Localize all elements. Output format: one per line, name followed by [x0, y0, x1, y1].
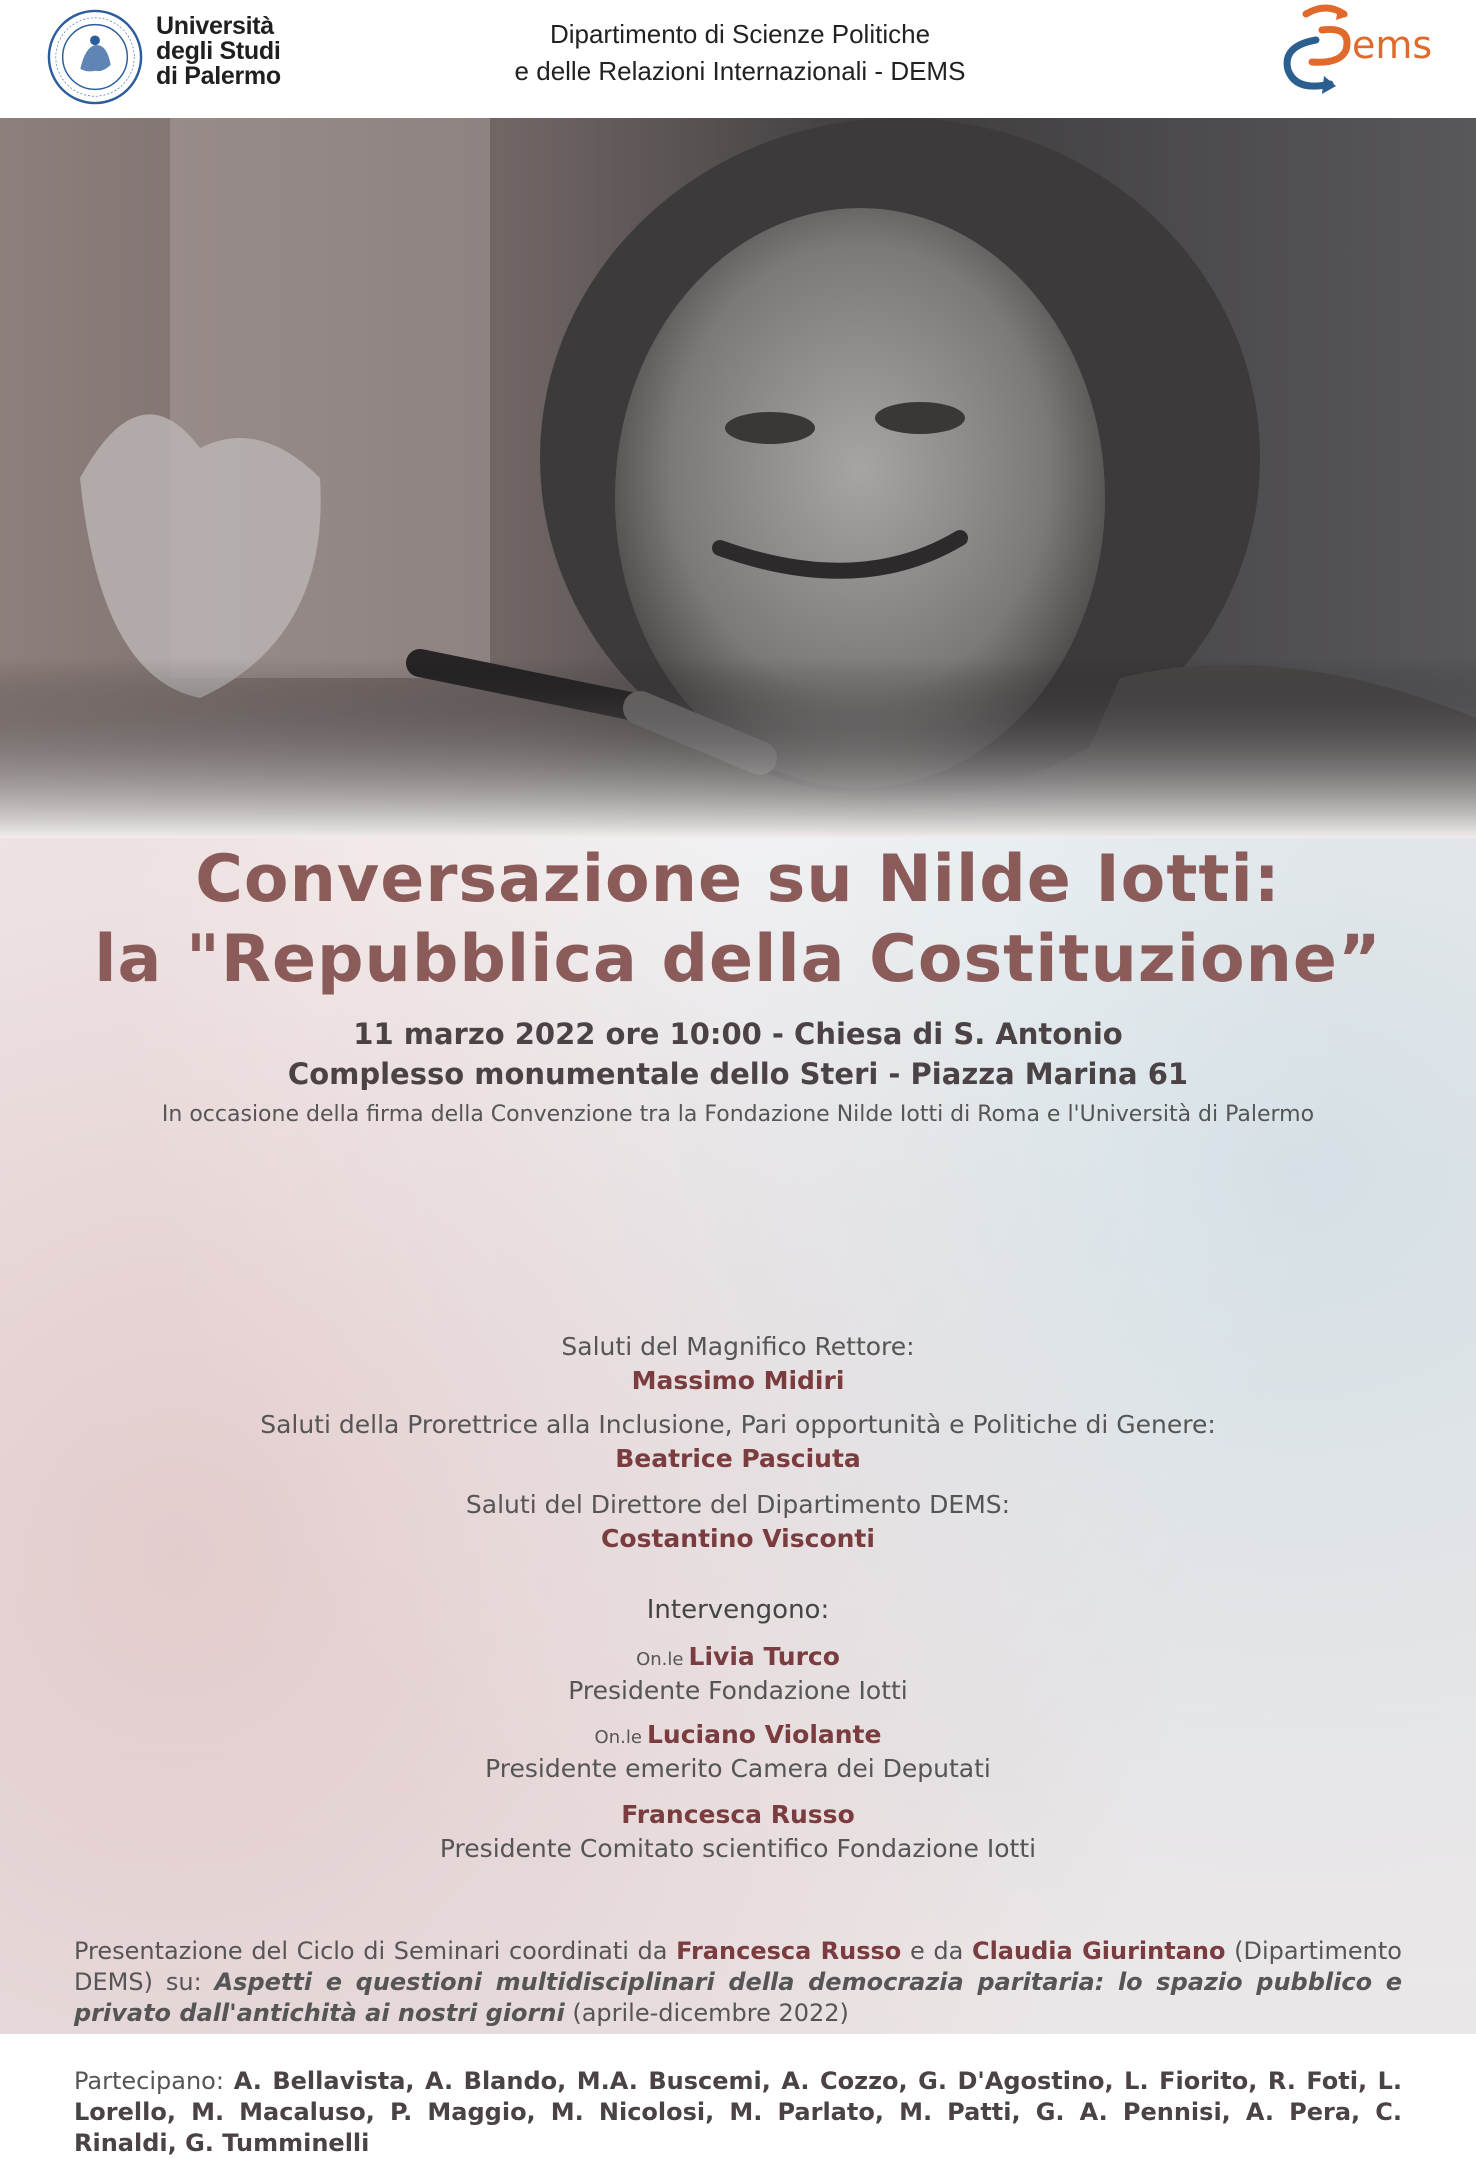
university-seal-logo — [46, 8, 144, 106]
presentation-conjunction: e da — [909, 1937, 964, 1965]
speaker-luciano-violante — [0, 1718, 1476, 1786]
speaker-role: Presidente emerito Camera dei Deputati — [485, 1754, 991, 1783]
university-name-line-3: di Palermo — [156, 62, 281, 90]
greeting-role: Saluti della Prorettrice alla Inclusione, Pari opportunità e Politiche di Genere: — [260, 1410, 1216, 1439]
dems-logo-text: ems — [1352, 23, 1433, 67]
speaker-livia-turco — [0, 1640, 1476, 1708]
seminar-presentation — [74, 1936, 1402, 2029]
university-name-line-2: degli Studi — [156, 37, 281, 65]
coordinator-name: Francesca Russo — [676, 1937, 902, 1965]
event-title — [0, 840, 1476, 1000]
dems-logo — [1268, 0, 1438, 104]
speaker-prefix: On.le — [636, 1649, 684, 1670]
greeting-name: Costantino Visconti — [601, 1524, 875, 1553]
event-datetime-venue — [0, 1014, 1476, 1094]
page-header — [0, 0, 1476, 118]
university-name — [156, 14, 281, 89]
speaker-role: Presidente Comitato scientifico Fondazione Iotti — [439, 1834, 1037, 1863]
presentation-department: (Dipartimento DEMS) su: — [74, 1937, 1402, 1996]
event-title-line-2: la "Repubblica della Costituzione” — [94, 922, 1382, 997]
speaker-francesca-russo — [0, 1798, 1476, 1866]
seminar-topic: Aspetti e questioni multidisciplinari della democrazia paritaria: lo spazio pubblico e privato dall'antichità ai nostri giorni — [74, 1968, 1402, 2027]
department-line-1: Dipartimento di Scienze Politiche — [549, 19, 931, 49]
participants — [74, 2066, 1402, 2159]
event-venue-line: Complesso monumentale dello Steri - Piazza Marina 61 — [287, 1057, 1189, 1091]
coordinator-name: Claudia Giurintano — [971, 1937, 1226, 1965]
event-title-line-1: Conversazione su Nilde Iotti: — [195, 842, 1281, 917]
university-name-line-1: Università — [156, 12, 274, 40]
participants-label: Partecipano: — [74, 2067, 224, 2095]
presentation-intro: Presentazione del Ciclo di Seminari coordinati da — [74, 1937, 668, 1965]
greeting-prorector — [0, 1408, 1476, 1476]
greeting-role: Saluti del Direttore del Dipartimento DEMS: — [465, 1490, 1011, 1519]
seminar-period: (aprile-dicembre 2022) — [572, 1999, 849, 2027]
department-name — [420, 16, 1060, 90]
speaker-prefix: On.le — [594, 1727, 642, 1748]
portrait-photo — [0, 118, 1476, 838]
event-date-line: 11 marzo 2022 ore 10:00 - Chiesa di S. Antonio — [353, 1017, 1123, 1051]
speakers-heading: Intervengono: — [646, 1595, 830, 1625]
greeting-name: Beatrice Pasciuta — [615, 1444, 861, 1473]
greeting-director — [0, 1488, 1476, 1556]
event-occasion: In occasione della firma della Convenzione tra la Fondazione Nilde Iotti di Roma e l'Università di Palermo — [161, 1102, 1315, 1127]
greeting-name: Massimo Midiri — [631, 1366, 845, 1395]
speaker-name: Luciano Violante — [647, 1720, 882, 1749]
greeting-rector — [0, 1330, 1476, 1398]
greeting-role: Saluti del Magnifico Rettore: — [561, 1332, 915, 1361]
speaker-role: Presidente Fondazione Iotti — [568, 1676, 908, 1705]
department-line-2: e delle Relazioni Internazionali - DEMS — [514, 56, 966, 86]
speaker-name: Francesca Russo — [621, 1800, 855, 1829]
participants-list: A. Bellavista, A. Blando, M.A. Buscemi, A. Cozzo, G. D'Agostino, L. Fiorito, R. Foti, L. Lorello, M. Macaluso, P. Maggio, M. Nicolosi, M. Parlato, M. Patti, G. A. Pennisi, A. Pera, C. Rinaldi, G. Tumminelli — [74, 2067, 1402, 2157]
poster-body — [0, 118, 1476, 2157]
speaker-name: Livia Turco — [688, 1642, 840, 1671]
